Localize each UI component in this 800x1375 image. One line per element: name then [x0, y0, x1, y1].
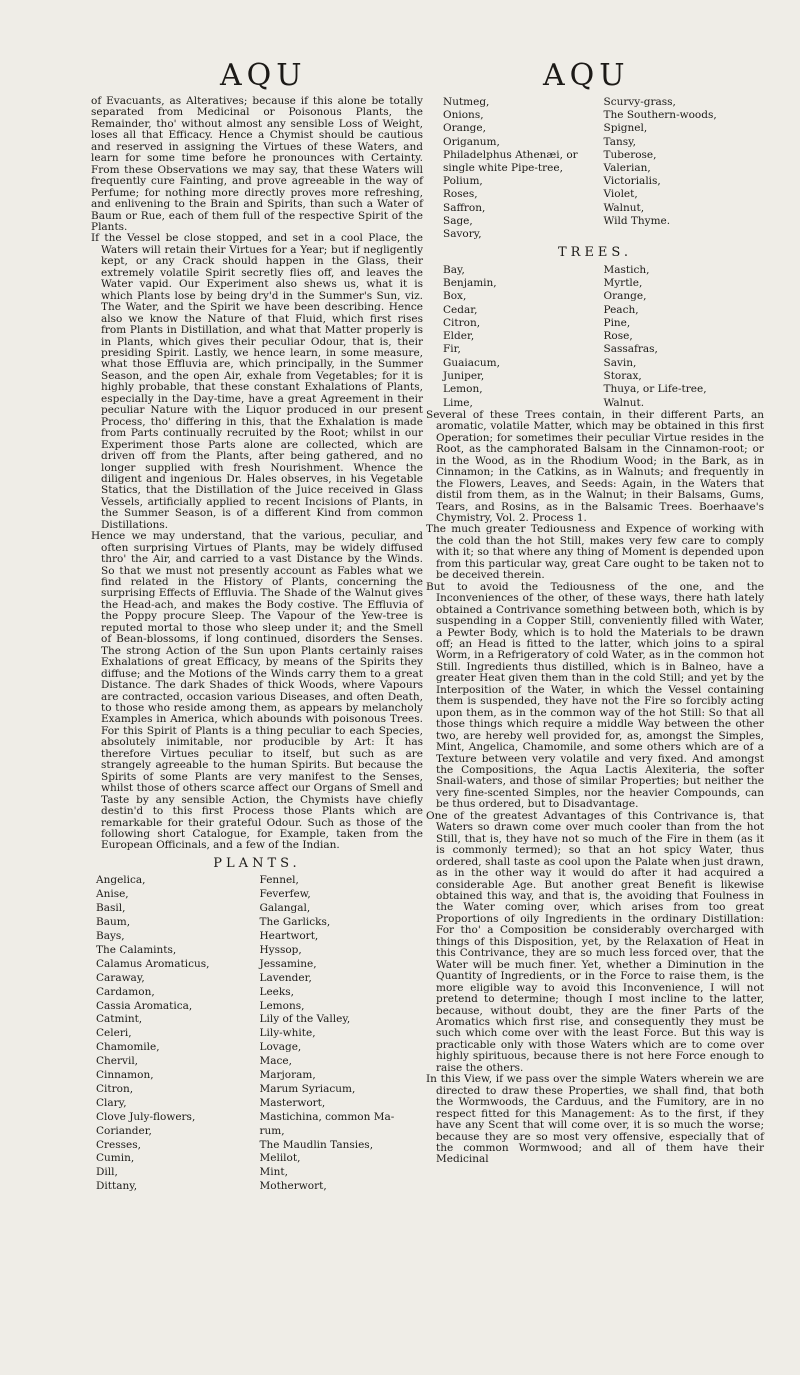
list-item: Mastichina, common Ma- [259, 1110, 395, 1123]
list-item: Calamus Aromaticus, [96, 957, 210, 970]
list-item: Mint, [259, 1166, 288, 1179]
paragraph: One of the greatest Advantages of this Contrivance is, that Waters so drawn come over much cooler than from the hot Still, that is, they have not so much of the Fire in them (as it is commonly termed); so that an hot spicy Water, thus ordered, shall taste as cool upon the Palate when just drawn, as in the other way it would do after it had acquired a considerable Age. But another great Benefit is likewise obtained this way, and that is, the avoiding that Foulness in the Water coming over, which arises from too great Proportions of oily Ingredients in the ordinary Distillation: For tho' a Composition be considerably overcharged with things of this Disposition, yet, by the Relaxation of Heat in this Contrivance, they are so much less forced over, that the Water will be much finer. Yet, whether a Diminution in the Quantity of Ingredients, or in the Force to raise them, is the more eligible way to avoid this Inconvenience, I will not pretend to determine; though I most incline to the latter, because, without doubt, they are the finer Parts of the Aromatics which first rise, and consequently they must be such which come over with the least Force. But this way is practicable only with those Waters which are to come over highly spirituous, because there is not here Force enough to raise the others. [426, 809, 764, 1074]
list-item: Victorialis, [603, 175, 661, 188]
list-item: Thuya, or Life-tree, [603, 383, 707, 396]
list-item: Sage, [443, 214, 473, 227]
list-item: Savin, [603, 356, 637, 369]
paragraph: The much greater Tediousness and Expence of working with the cold than the hot Still, makes very few care to comply with it; so that where any thing of Moment is depended upon from this particular way, great Care ought to be taken not to be deceived therein. [426, 523, 764, 582]
list-item: Lemons, [259, 999, 305, 1012]
list-item: Rose, [603, 330, 633, 343]
list-item: Origanum, [443, 135, 500, 148]
list-item: Cinnamon, [96, 1069, 154, 1082]
list-item: Valerian, [603, 162, 651, 175]
list-item: Cumin, [96, 1152, 135, 1165]
paragraph: Several of these Trees contain, in their different Parts, an aromatic, volatile Matter, which may be obtained in this first Operation; for sometimes their peculiar Virtue resides in the Root, as the camphorated Balsam in the Cinnamon-root; or in the Wood, as in the Rhodium Wood; in the Bark, as in Cinnamon; in the Catkins, as in Walnuts; and frequently in the Flowers, Leaves, and Seeds: Again, in the Waters that distil from them, as in the Walnut; in their Balsams, Gums, Tears, and Rosins, as in the Balsamic Trees. Boerhaave's Chymistry, Vol. 2. Process 1. [426, 408, 764, 525]
plants-list-continued [443, 96, 764, 241]
list-item: single white Pipe-tree, [443, 162, 563, 175]
list-item: Storax, [603, 370, 642, 383]
list-item: Celeri, [96, 1027, 132, 1040]
page-header-right: AQU [543, 58, 630, 93]
list-item: Tansy, [603, 135, 636, 148]
list-item: Lavender, [259, 971, 312, 984]
list-item: Catmint, [96, 1013, 143, 1026]
list-item: Lime, [443, 396, 473, 409]
list-item: Peach, [603, 303, 639, 316]
left-column [91, 96, 423, 1194]
list-item: Lovage, [259, 1041, 302, 1054]
list-item: Masterwort, [259, 1096, 326, 1109]
list-item: Walnut, [603, 201, 645, 214]
list-item: Cardamon, [96, 985, 155, 998]
list-item: Coriander, [96, 1124, 152, 1137]
list-item: Clove July-flowers, [96, 1110, 196, 1123]
list-item: Lily-white, [259, 1027, 316, 1040]
trees-heading: TREES. [557, 245, 632, 261]
paragraph: In this View, if we pass over the simple Waters wherein we are directed to draw these Properties, we shall find, that both the Wormwoods, the Carduus, and the Fumitory, are in no respect fitted for this Management: As to the first, if they have any Scent that will come over, it is so much the worse; because they are so most very offensive, especially that of the common Wormwood; and all of them have their Medicinal [426, 1073, 764, 1166]
list-item: Cresses, [96, 1138, 141, 1151]
list-item: Spignel, [603, 122, 648, 135]
trees-list [443, 264, 764, 410]
list-item: Chervil, [96, 1055, 139, 1068]
list-item: Juniper, [443, 370, 485, 383]
list-item: Benjamin, [443, 276, 497, 289]
list-item: Jessamine, [259, 957, 317, 970]
plants-heading: PLANTS. [213, 855, 301, 871]
list-item: Box, [443, 290, 467, 303]
list-item: Anise, [96, 888, 129, 901]
list-item: The Calamints, [96, 943, 177, 956]
list-item: Angelica, [96, 874, 146, 887]
list-item: Dill, [96, 1166, 118, 1179]
list-item: Lily of the Valley, [259, 1013, 351, 1026]
list-item: Nutmeg, [443, 96, 490, 108]
list-item: Hyssop, [259, 943, 302, 956]
list-item: Polium, [443, 175, 483, 188]
list-item: Marjoram, [259, 1069, 316, 1082]
list-item: Citron, [96, 1082, 134, 1095]
list-item: Saffron, [443, 201, 486, 214]
list-item: Leeks, [259, 985, 294, 998]
list-item: Chamomile, [96, 1041, 160, 1054]
list-item: Bay, [443, 263, 465, 276]
list-item: Baum, [96, 916, 131, 929]
list-item: The Garlicks, [259, 916, 331, 929]
list-item: Myrtle, [603, 276, 643, 289]
list-item: Cedar, [443, 303, 478, 316]
list-item: Guaiacum, [443, 356, 500, 369]
list-item: Wild Thyme. [603, 214, 671, 227]
list-item: Caraway, [96, 971, 145, 984]
list-item: Onions, [443, 109, 484, 122]
list-item: Marum Syriacum, [259, 1082, 356, 1095]
list-item: Philadelphus Athenæi, or [443, 148, 578, 161]
list-item: Pine, [603, 316, 631, 329]
list-item: Heartwort, [259, 929, 319, 942]
list-item: Walnut. [603, 396, 645, 409]
list-item: Violet, [603, 188, 638, 201]
list-item: Clary, [96, 1096, 127, 1109]
list-item: Tuberose, [603, 148, 657, 161]
list-item: Dittany, [96, 1180, 138, 1193]
list-item: Fir, [443, 343, 461, 356]
list-item: Melilot, [259, 1152, 301, 1165]
list-item: Cassia Aromatica, [96, 999, 193, 1012]
right-column [426, 96, 764, 1166]
list-item: Citron, [443, 316, 481, 329]
list-item: Motherwort, [259, 1180, 327, 1193]
list-item: Mace, [259, 1055, 292, 1068]
list-item: Lemon, [443, 383, 483, 396]
paragraph: If the Vessel be close stopped, and set in a cool Place, the Waters will retain their Virtues for a Year; but if negligently kept, or any Crack should happen in the Glass, their extremely volatile Spirit secretly flies off, and leaves the Water vapid. Our Experiment also shews us, what it is which Plants lose by being dry'd in the Summer's Sun, viz. The Water, and the Spirit we have been describing. Hence also we know the Nature of that Fluid, which first rises from Plants in Distillation, and what that Matter properly is in Plants, which gives their peculiar Odour, that is, their presiding Spirit. Lastly, we hence learn, in some measure, what those Effluvia are, which principally, in the Summer Season, and the open Air, exhale from Vegetables; for it is highly probable, that these constant Exhalations of Plants, especially in the Day-time, have a great Agreement in their peculiar Nature with the Liquor produced in our present Process, tho' differing in this, that the Exhalation is made from Parts continually recruited by the Root; whilst in our Experiment those Parts alone are collected, which are driven off from the Plants, after being gathered, and no longer supplied with fresh Nourishment. Whence the diligent and ingenious Dr. Hales observes, in his Vegetable Statics, that the Distillation of the Juice received in Glass Vessels, artificially applied to recent Incisions of Plants, in the Summer Season, is of a different Kind from common Distillations. [91, 232, 423, 531]
list-item [604, 228, 765, 241]
list-item: Roses, [443, 188, 478, 201]
list-item: Bays, [96, 929, 125, 942]
page-header-left: AQU [220, 58, 307, 93]
paragraph: Hence we may understand, that the various, peculiar, and often surprising Virtues of Plants, may be widely diffused thro' the Air, and carried to a vast Distance by the Winds. So that we must not presently account as Fables what we find related in the History of Plants, concerning the surprising Effects of Effluvia. The Shade of the Walnut gives the Head-ach, and makes the Body costive. The Effluvia of the Poppy procure Sleep. The Vapour of the Yew-tree is reputed mortal to those who sleep under it; and the Smell of Bean-blossoms, if long continued, disorders the Senses. The strong Action of the Sun upon Plants certainly raises Exhalations of great Efficacy, by means of the Spirits they diffuse; and the Motions of the Winds carry them to a great Distance. The dark Shades of thick Woods, where Vapours are contracted, occasion various Diseases, and often Death, to those who reside among them, as appears by melancholy Examples in America, which abounds with poisonous Trees. For this Spirit of Plants is a thing peculiar to each Species, absolutely inimitable, nor producible by Art: It has therefore Virtues peculiar to itself, but such as are strangely agreeable to the human Spirits. But because the Spirits of some Plants are very manifest to the Senses, whilst those of others scarce affect our Organs of Smell and Taste by any sensible Action, the Chymists have chiefly destin'd to this first Process those Plants which are remarkable for their grateful Odour. Such as those of the following short Catalogue, for Example, taken from the European Officinals, and a few of the Indian. [91, 530, 423, 852]
list-item: Feverfew, [259, 888, 311, 901]
paragraph: But to avoid the Tediousness of the one, and the Inconveniences of the other, of these ways, there hath lately obtained a Contrivance something between both, which is by suspending in a Copper Still, conveniently filled with Water, a Pewter Body, which is to hold the Materials to be drawn off; an Head is fitted to the latter, which joins to a spiral Worm, in a Refrigeratory of cold Water, as in the common hot Still. Ingredients thus distilled, which is in Balneo, have a greater Heat given them than in the cold Still; and yet by the Interposition of the Water, in which the Vessel containing them is suspended, they have not the Fire so forcibly acting upon them, as in the common way of the hot Still: So that all those things which require a middle Way between the other two, are hereby well provided for, as, amongst the Simples, Mint, Angelica, Chamomile, and some others which are of a Texture between very volatile and very fixed. And amongst the Compositions, the Aqua Lactis Alexiteria, the softer Snail-waters, and those of similar Properties; but neither the very fine-scented Simples, nor the heavier Compounds, can be thus ordered, but to Disadvantage. [426, 580, 764, 811]
list-item: Scurvy-grass, [603, 96, 676, 108]
list-item: Basil, [96, 902, 126, 915]
list-item: Mastich, [603, 263, 650, 276]
paragraph: of Evacuants, as Alteratives; because if this alone be totally separated from Medicinal or Poisonous Plants, the Remainder, tho' without almost any sensible Loss of Weight, loses all that Efficacy. Hence a Chymist should be cautious and reserved in assigning the Virtues of these Waters, and learn for some time before he pronounces with Certainty. From these Observations we may say, that these Waters will frequently cure Fainting, and prove agreeable in the way of Perfume; for nothing more directly proves more refreshing, and enlivening to the Brain and Spirits, than such a Water of Baum or Rue, each of them full of the respective Spirit of the Plants. [91, 95, 423, 233]
list-item: The Southern-woods, [603, 109, 717, 122]
list-item: Orange, [443, 122, 486, 135]
list-item: The Maudlin Tansies, [259, 1138, 374, 1151]
list-item: Savory, [443, 228, 482, 241]
list-item: Orange, [603, 290, 647, 303]
list-item: Galangal, [259, 902, 311, 915]
list-item: rum, [259, 1124, 285, 1137]
list-item: Sassafras, [603, 343, 658, 356]
plants-list [96, 874, 423, 1194]
list-item: Elder, [443, 330, 475, 343]
list-item: Fennel, [259, 874, 299, 887]
